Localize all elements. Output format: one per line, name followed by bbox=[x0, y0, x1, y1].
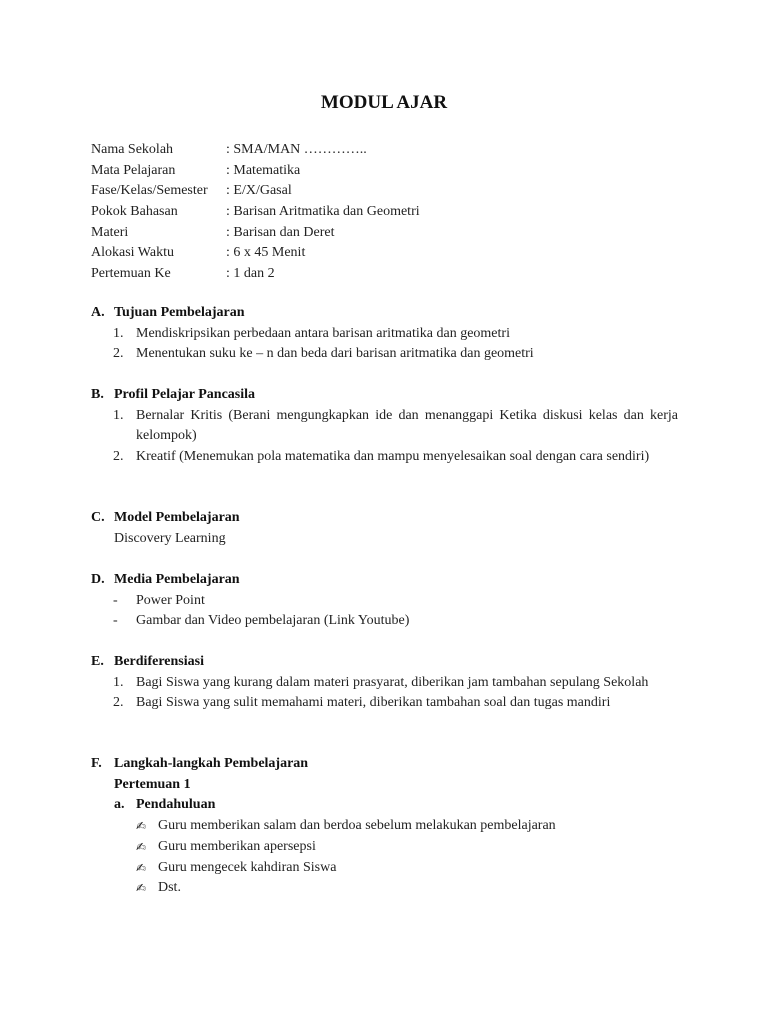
info-row bbox=[91, 140, 420, 161]
info-row bbox=[91, 243, 420, 264]
list-text: Bagi Siswa yang kurang dalam materi prasyarat, diberikan jam tambahan sepulang Sekolah bbox=[136, 674, 649, 690]
info-row bbox=[91, 223, 420, 244]
list-number: 1. bbox=[113, 407, 124, 423]
section-letter: D. bbox=[91, 572, 105, 587]
list-text: Gambar dan Video pembelajaran (Link Youtube) bbox=[136, 613, 410, 629]
info-value: : 1 dan 2 bbox=[226, 266, 275, 282]
list-dash: - bbox=[113, 613, 118, 629]
section-letter: B. bbox=[91, 387, 104, 402]
list-number: 2. bbox=[113, 449, 124, 465]
info-label: Nama Sekolah bbox=[91, 142, 174, 157]
list-text: Power Point bbox=[136, 592, 205, 608]
list-text: Guru mengecek kahdiran Siswa bbox=[158, 859, 337, 875]
list-item bbox=[91, 878, 678, 899]
list-text: Bernalar Kritis (Berani mengungkapkan ide dan menanggapi Ketika diskusi kelas dan kerja kelompok) bbox=[136, 407, 678, 444]
info-row bbox=[91, 264, 420, 285]
list-text: Kreatif (Menemukan pola matematika dan mampu menyelesaikan soal dengan cara sendiri) bbox=[136, 449, 650, 465]
list-text: Dst. bbox=[158, 880, 181, 896]
section-title: Berdiferensiasi bbox=[114, 654, 204, 669]
info-label: Pokok Bahasan bbox=[91, 204, 178, 220]
section-heading bbox=[91, 570, 678, 591]
list-item bbox=[91, 406, 678, 447]
info-value: : SMA/MAN ………….. bbox=[226, 142, 367, 157]
list-dash: - bbox=[113, 592, 118, 608]
list-number: 2. bbox=[113, 346, 124, 362]
section-tujuan-pembelajaran bbox=[91, 303, 678, 365]
section-media-pembelajaran bbox=[91, 570, 678, 632]
list-text: Bagi Siswa yang sulit memahami materi, diberikan tambahan soal dan tugas mandiri bbox=[136, 695, 611, 711]
section-heading bbox=[91, 303, 678, 324]
info-row bbox=[91, 202, 420, 223]
list-text: Guru memberikan apersepsi bbox=[158, 838, 316, 854]
list-text: Mendiskripsikan perbedaan antara barisan aritmatika dan geometri bbox=[136, 325, 510, 341]
info-value: : Barisan dan Deret bbox=[226, 224, 335, 240]
section-letter: E. bbox=[91, 654, 104, 669]
section-title: Profil Pelajar Pancasila bbox=[114, 387, 256, 402]
list-item bbox=[91, 324, 678, 345]
section-title: Model Pembelajaran bbox=[114, 510, 240, 525]
writing-hand-icon: ✍ bbox=[136, 881, 147, 896]
meeting-label: Pertemuan 1 bbox=[114, 776, 191, 792]
section-text: Discovery Learning bbox=[114, 530, 226, 546]
info-value: : Matematika bbox=[226, 162, 301, 178]
writing-hand-icon: ✍ bbox=[136, 839, 147, 854]
list-item bbox=[91, 447, 678, 468]
list-item bbox=[91, 344, 678, 365]
info-value: : E/X/Gasal bbox=[226, 183, 292, 199]
list-item bbox=[91, 693, 678, 714]
info-label: Alokasi Waktu bbox=[91, 245, 174, 261]
list-item bbox=[91, 858, 678, 879]
info-label: Pertemuan Ke bbox=[91, 266, 171, 282]
info-row bbox=[91, 181, 420, 202]
info-label: Fase/Kelas/Semester bbox=[91, 183, 208, 199]
list-text: Menentukan suku ke – n dan beda dari barisan aritmatika dan geometri bbox=[136, 346, 534, 362]
section-berdiferensiasi bbox=[91, 652, 678, 714]
section-title: Langkah-langkah Pembelajaran bbox=[114, 756, 309, 771]
info-value: : 6 x 45 Menit bbox=[226, 245, 306, 261]
section-profil-pelajar-pancasila bbox=[91, 385, 678, 468]
section-model-pembelajaran bbox=[91, 508, 678, 549]
section-langkah-pembelajaran bbox=[91, 754, 678, 899]
section-letter: F. bbox=[91, 756, 102, 771]
list-item bbox=[91, 611, 678, 632]
list-item bbox=[91, 673, 678, 694]
list-item bbox=[91, 591, 678, 612]
section-heading bbox=[91, 508, 678, 529]
info-label: Mata Pelajaran bbox=[91, 162, 176, 178]
list-item bbox=[91, 837, 678, 858]
list-number: 2. bbox=[113, 695, 124, 711]
document-title: MODUL AJAR bbox=[320, 92, 448, 113]
section-heading bbox=[91, 754, 678, 775]
subsection-letter: a. bbox=[114, 797, 125, 813]
list-number: 1. bbox=[113, 325, 124, 341]
list-text: Guru memberikan salam dan berdoa sebelum melakukan pembelajaran bbox=[158, 818, 556, 834]
info-label: Materi bbox=[91, 224, 129, 240]
list-number: 1. bbox=[113, 674, 124, 690]
writing-hand-icon: ✍ bbox=[136, 819, 147, 834]
info-value: : Barisan Aritmatika dan Geometri bbox=[226, 204, 420, 220]
section-letter: C. bbox=[91, 510, 105, 525]
section-heading bbox=[91, 652, 678, 673]
writing-hand-icon: ✍ bbox=[136, 860, 147, 875]
section-title: Media Pembelajaran bbox=[114, 572, 240, 587]
section-title: Tujuan Pembelajaran bbox=[114, 305, 245, 320]
subsection-title: Pendahuluan bbox=[136, 797, 216, 813]
identity-table bbox=[91, 140, 420, 285]
subsection-heading bbox=[91, 795, 678, 816]
section-heading bbox=[91, 385, 678, 406]
info-row bbox=[91, 161, 420, 182]
list-item bbox=[91, 816, 678, 837]
section-letter: A. bbox=[91, 305, 105, 320]
